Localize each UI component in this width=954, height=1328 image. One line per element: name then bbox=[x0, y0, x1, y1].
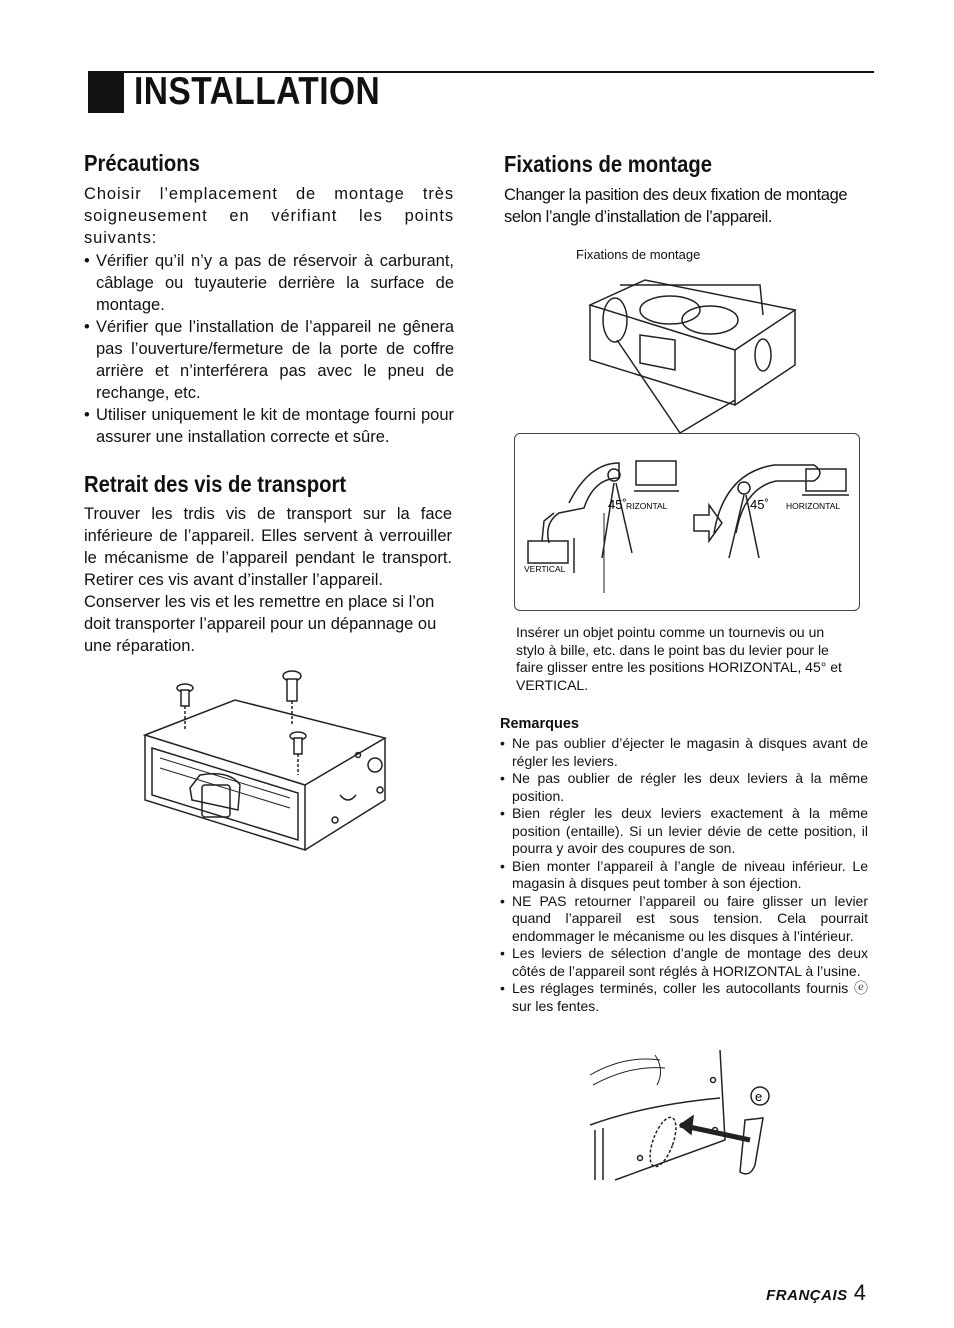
list-item: • Ne pas oublier d’éjecter le magasin à disques avant de régler les leviers. bbox=[500, 735, 868, 770]
vertical-label: VERTICAL bbox=[524, 564, 566, 574]
list-item: • Les leviers de sélection d’angle de montage des deux côtés de l’appareil sont réglés à HORIZONTAL à l’usine. bbox=[500, 945, 868, 980]
fixations-caption: Insérer un objet pointu comme un tournevis ou un stylo à bille, etc. dans le point bas du levier pour le faire glisser entre les positions HORIZONTAL, 45° et VERTICAL. bbox=[516, 624, 842, 693]
page-footer bbox=[766, 1280, 866, 1306]
unit-transport-screws-illustration bbox=[130, 660, 400, 860]
angle-label-left: 45˚ bbox=[608, 497, 627, 512]
list-item: • Vérifier que l’installation de l’appareil ne gênera pas l’ouverture/fermeture de la porte de coffre arrière et n’interférera pas avec le pneu de rechange, etc. bbox=[84, 316, 454, 404]
fixations-intro: Changer la pasition des deux fixation de montage selon l’angle d’installation de l’appareil. bbox=[504, 186, 848, 226]
title-marker bbox=[88, 73, 124, 113]
transport-text-2: Conserver les vis et les remettre en place si l’on doit transporter l’appareil pour un dépannage ou une réparation. bbox=[84, 593, 437, 655]
fixations-heading: Fixations de montage bbox=[504, 151, 713, 177]
remarques-list bbox=[500, 735, 868, 1015]
list-item: • Ne pas oublier de régler les deux leviers à la même position. bbox=[500, 770, 868, 805]
precautions-list bbox=[84, 250, 454, 448]
horizontal-label-left: RIZONTAL bbox=[626, 501, 668, 511]
list-item: • Bien régler les deux leviers exactement à la même position (entaille). Si un levier dévie de cette position, il pourra y avoir des coupures de son. bbox=[500, 805, 868, 858]
horizontal-label-right: HORIZONTAL bbox=[786, 501, 841, 511]
remarques-heading: Remarques bbox=[500, 716, 579, 732]
list-item: • NE PAS retourner l’appareil ou faire glisser un levier quand l’appareil est sous tension. Cela pourrait endommager le mécanisme ou les disques à l’intérieur. bbox=[500, 893, 868, 946]
sticker-illustration bbox=[585, 1050, 785, 1185]
fixations-figure-label: Fixations de montage bbox=[576, 247, 701, 262]
mounting-brackets-illustration bbox=[585, 265, 805, 435]
list-item: • Vérifier qu’il n’y a pas de réservoir à carburant, câblage ou tuyauterie derrière la surface de montage. bbox=[84, 250, 454, 316]
transport-text-1: Trouver les trdis vis de transport sur la face inférieure de l’appareil. Elles servent à verrouiller le mécanisme de l’appareil pendant le transport. Retirer ces vis avant d’installer l’appareil. bbox=[84, 505, 452, 589]
list-item: • Les réglages terminés, coller les autocollants fournis ⓔ sur les fentes. bbox=[500, 980, 868, 1015]
sticker-mark: e bbox=[755, 1089, 763, 1104]
precautions-intro: Choisir l’emplacement de montage très soigneusement en vérifiant les points suivants: bbox=[84, 185, 454, 247]
transport-heading: Retrait des vis de transport bbox=[84, 471, 347, 497]
lever-positions-diagram bbox=[514, 433, 858, 609]
angle-label-right: 45˚ bbox=[750, 497, 769, 512]
precautions-heading: Précautions bbox=[84, 150, 200, 176]
page-number: 4 bbox=[853, 1280, 866, 1305]
footer-language: FRANÇAIS bbox=[766, 1287, 848, 1304]
list-item: • Utiliser uniquement le kit de montage fourni pour assurer une installation correcte et sûre. bbox=[84, 404, 454, 448]
page-title: INSTALLATION bbox=[134, 70, 381, 113]
list-item: • Bien monter l’appareil à l’angle de niveau inférieur. Le magasin à disques peut tomber à son éjection. bbox=[500, 858, 868, 893]
